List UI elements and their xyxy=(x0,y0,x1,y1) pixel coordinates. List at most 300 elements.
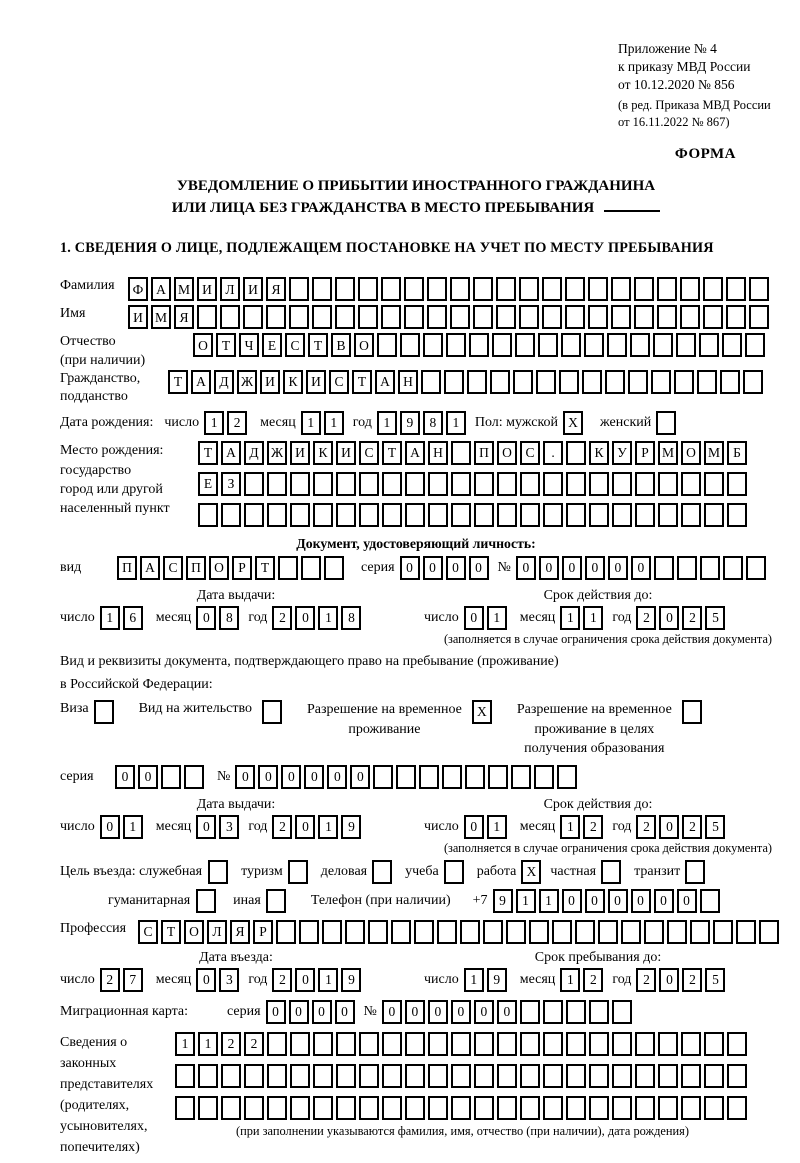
form-cell[interactable] xyxy=(704,1064,724,1088)
form-cell[interactable] xyxy=(313,1032,333,1056)
form-cell[interactable] xyxy=(658,1064,678,1088)
form-cell[interactable]: 0 xyxy=(327,765,347,789)
form-cell[interactable] xyxy=(301,556,321,580)
form-cell[interactable] xyxy=(244,1096,264,1120)
form-cell[interactable] xyxy=(727,1064,747,1088)
form-cell[interactable] xyxy=(749,305,769,329)
form-cell[interactable] xyxy=(243,305,263,329)
form-cell[interactable] xyxy=(676,333,696,357)
form-cell[interactable]: Т xyxy=(255,556,275,580)
form-cell[interactable] xyxy=(290,503,310,527)
form-cell[interactable] xyxy=(520,1096,540,1120)
form-cell[interactable]: О xyxy=(354,333,374,357)
form-cell[interactable] xyxy=(699,333,719,357)
form-cell[interactable] xyxy=(520,1000,540,1024)
form-cell[interactable] xyxy=(382,1032,402,1056)
form-cell[interactable]: А xyxy=(375,370,395,394)
form-cell[interactable] xyxy=(589,1000,609,1024)
form-cell[interactable]: М xyxy=(658,441,678,465)
form-cell[interactable] xyxy=(704,1096,724,1120)
form-cell[interactable]: 0 xyxy=(196,606,216,630)
form-cell[interactable] xyxy=(496,277,516,301)
form-cell[interactable] xyxy=(414,920,434,944)
form-cell[interactable] xyxy=(473,305,493,329)
form-cell[interactable] xyxy=(288,860,308,884)
form-cell[interactable] xyxy=(612,1000,632,1024)
form-cell[interactable] xyxy=(405,1096,425,1120)
form-cell[interactable] xyxy=(368,920,388,944)
form-cell[interactable]: И xyxy=(336,441,356,465)
form-cell[interactable] xyxy=(336,1096,356,1120)
form-cell[interactable] xyxy=(373,765,393,789)
form-cell[interactable] xyxy=(175,1064,195,1088)
form-cell[interactable] xyxy=(635,1064,655,1088)
form-cell[interactable] xyxy=(404,305,424,329)
form-cell[interactable]: С xyxy=(520,441,540,465)
form-cell[interactable] xyxy=(405,1032,425,1056)
form-cell[interactable]: 1 xyxy=(198,1032,218,1056)
form-cell[interactable]: 0 xyxy=(423,556,443,580)
form-cell[interactable] xyxy=(267,1096,287,1120)
form-cell[interactable] xyxy=(566,1032,586,1056)
form-cell[interactable]: 3 xyxy=(219,968,239,992)
form-cell[interactable] xyxy=(743,370,763,394)
form-cell[interactable] xyxy=(313,1064,333,1088)
form-cell[interactable]: К xyxy=(283,370,303,394)
form-cell[interactable] xyxy=(700,889,720,913)
form-cell[interactable] xyxy=(198,503,218,527)
form-cell[interactable] xyxy=(727,1032,747,1056)
form-cell[interactable] xyxy=(267,503,287,527)
form-cell[interactable]: И xyxy=(306,370,326,394)
form-cell[interactable] xyxy=(467,370,487,394)
form-cell[interactable] xyxy=(534,765,554,789)
form-cell[interactable] xyxy=(474,1032,494,1056)
form-cell[interactable] xyxy=(598,920,618,944)
form-cell[interactable] xyxy=(720,370,740,394)
form-cell[interactable] xyxy=(377,333,397,357)
form-cell[interactable] xyxy=(674,370,694,394)
form-cell[interactable] xyxy=(681,472,701,496)
form-cell[interactable] xyxy=(267,1064,287,1088)
form-cell[interactable] xyxy=(336,1032,356,1056)
form-cell[interactable] xyxy=(220,305,240,329)
form-cell[interactable] xyxy=(289,277,309,301)
form-cell[interactable]: 1 xyxy=(560,606,580,630)
form-cell[interactable]: 2 xyxy=(583,968,603,992)
form-cell[interactable] xyxy=(703,305,723,329)
form-cell[interactable]: 9 xyxy=(341,968,361,992)
form-cell[interactable] xyxy=(359,1032,379,1056)
form-cell[interactable] xyxy=(543,1064,563,1088)
form-cell[interactable] xyxy=(483,920,503,944)
form-cell[interactable]: 2 xyxy=(636,815,656,839)
form-cell[interactable] xyxy=(658,472,678,496)
form-cell[interactable]: X xyxy=(563,411,583,435)
form-cell[interactable] xyxy=(601,860,621,884)
form-cell[interactable] xyxy=(519,305,539,329)
form-cell[interactable]: 0 xyxy=(497,1000,517,1024)
form-cell[interactable]: С xyxy=(359,441,379,465)
form-cell[interactable]: Б xyxy=(727,441,747,465)
form-cell[interactable] xyxy=(345,920,365,944)
form-cell[interactable]: 9 xyxy=(341,815,361,839)
form-cell[interactable]: 0 xyxy=(562,889,582,913)
form-cell[interactable] xyxy=(382,1064,402,1088)
form-cell[interactable] xyxy=(745,333,765,357)
form-cell[interactable] xyxy=(196,889,216,913)
form-cell[interactable] xyxy=(221,503,241,527)
form-cell[interactable] xyxy=(488,765,508,789)
form-cell[interactable] xyxy=(419,765,439,789)
form-cell[interactable] xyxy=(634,277,654,301)
form-cell[interactable] xyxy=(497,1032,517,1056)
form-cell[interactable] xyxy=(324,556,344,580)
form-cell[interactable] xyxy=(427,305,447,329)
form-cell[interactable] xyxy=(565,305,585,329)
form-cell[interactable] xyxy=(635,1096,655,1120)
form-cell[interactable]: К xyxy=(313,441,333,465)
form-cell[interactable]: 1 xyxy=(446,411,466,435)
form-cell[interactable]: 0 xyxy=(516,556,536,580)
form-cell[interactable] xyxy=(612,1032,632,1056)
form-cell[interactable] xyxy=(657,277,677,301)
form-cell[interactable] xyxy=(538,333,558,357)
form-cell[interactable]: С xyxy=(163,556,183,580)
form-cell[interactable] xyxy=(559,370,579,394)
form-cell[interactable] xyxy=(566,1000,586,1024)
form-cell[interactable] xyxy=(589,472,609,496)
form-cell[interactable]: 0 xyxy=(464,815,484,839)
form-cell[interactable]: 0 xyxy=(382,1000,402,1024)
form-cell[interactable] xyxy=(497,472,517,496)
form-cell[interactable] xyxy=(391,920,411,944)
form-cell[interactable]: Я xyxy=(174,305,194,329)
form-cell[interactable] xyxy=(681,1032,701,1056)
form-cell[interactable]: 0 xyxy=(446,556,466,580)
form-cell[interactable]: 9 xyxy=(400,411,420,435)
form-cell[interactable] xyxy=(520,503,540,527)
form-cell[interactable]: . xyxy=(543,441,563,465)
form-cell[interactable] xyxy=(358,277,378,301)
form-cell[interactable]: 5 xyxy=(705,815,725,839)
form-cell[interactable] xyxy=(656,411,676,435)
form-cell[interactable] xyxy=(221,1096,241,1120)
form-cell[interactable]: 0 xyxy=(289,1000,309,1024)
form-cell[interactable] xyxy=(299,920,319,944)
form-cell[interactable] xyxy=(677,556,697,580)
form-cell[interactable] xyxy=(566,472,586,496)
form-cell[interactable] xyxy=(198,1064,218,1088)
form-cell[interactable]: 0 xyxy=(138,765,158,789)
form-cell[interactable]: 1 xyxy=(324,411,344,435)
form-cell[interactable] xyxy=(451,1064,471,1088)
form-cell[interactable]: 1 xyxy=(464,968,484,992)
form-cell[interactable]: 1 xyxy=(487,606,507,630)
form-cell[interactable] xyxy=(382,1096,402,1120)
form-cell[interactable] xyxy=(519,277,539,301)
form-cell[interactable] xyxy=(451,1032,471,1056)
form-cell[interactable]: 2 xyxy=(272,606,292,630)
form-cell[interactable] xyxy=(405,1064,425,1088)
form-cell[interactable] xyxy=(497,503,517,527)
form-cell[interactable]: 9 xyxy=(493,889,513,913)
form-cell[interactable] xyxy=(607,333,627,357)
form-cell[interactable] xyxy=(726,277,746,301)
form-cell[interactable] xyxy=(94,700,114,724)
form-cell[interactable]: 1 xyxy=(377,411,397,435)
form-cell[interactable]: И xyxy=(290,441,310,465)
form-cell[interactable]: 0 xyxy=(469,556,489,580)
form-cell[interactable] xyxy=(630,333,650,357)
form-cell[interactable]: Т xyxy=(352,370,372,394)
form-cell[interactable]: 2 xyxy=(100,968,120,992)
form-cell[interactable]: 0 xyxy=(659,606,679,630)
form-cell[interactable] xyxy=(552,920,572,944)
form-cell[interactable] xyxy=(267,472,287,496)
form-cell[interactable]: П xyxy=(186,556,206,580)
form-cell[interactable] xyxy=(437,920,457,944)
form-cell[interactable]: 0 xyxy=(608,556,628,580)
form-cell[interactable] xyxy=(381,305,401,329)
form-cell[interactable] xyxy=(736,920,756,944)
form-cell[interactable] xyxy=(566,503,586,527)
form-cell[interactable]: А xyxy=(151,277,171,301)
form-cell[interactable]: 0 xyxy=(539,556,559,580)
form-cell[interactable]: О xyxy=(209,556,229,580)
form-cell[interactable]: Я xyxy=(230,920,250,944)
form-cell[interactable] xyxy=(611,305,631,329)
form-cell[interactable]: 7 xyxy=(123,968,143,992)
form-cell[interactable]: А xyxy=(221,441,241,465)
form-cell[interactable] xyxy=(700,556,720,580)
form-cell[interactable] xyxy=(359,1064,379,1088)
form-cell[interactable] xyxy=(543,503,563,527)
form-cell[interactable]: 0 xyxy=(659,815,679,839)
form-cell[interactable] xyxy=(381,277,401,301)
form-cell[interactable]: 0 xyxy=(196,968,216,992)
form-cell[interactable]: Е xyxy=(262,333,282,357)
form-cell[interactable] xyxy=(588,305,608,329)
form-cell[interactable]: 0 xyxy=(464,606,484,630)
form-cell[interactable] xyxy=(704,503,724,527)
form-cell[interactable]: Ж xyxy=(237,370,257,394)
form-cell[interactable]: 2 xyxy=(682,968,702,992)
form-cell[interactable] xyxy=(405,472,425,496)
form-cell[interactable]: 0 xyxy=(677,889,697,913)
form-cell[interactable] xyxy=(511,765,531,789)
form-cell[interactable]: Я xyxy=(266,277,286,301)
form-cell[interactable]: Е xyxy=(198,472,218,496)
form-cell[interactable] xyxy=(267,1032,287,1056)
form-cell[interactable] xyxy=(529,920,549,944)
form-cell[interactable] xyxy=(685,860,705,884)
form-cell[interactable] xyxy=(460,920,480,944)
form-cell[interactable]: Л xyxy=(220,277,240,301)
form-cell[interactable] xyxy=(450,277,470,301)
form-cell[interactable] xyxy=(335,277,355,301)
form-cell[interactable]: О xyxy=(681,441,701,465)
form-cell[interactable]: Р xyxy=(253,920,273,944)
form-cell[interactable] xyxy=(506,920,526,944)
form-cell[interactable] xyxy=(290,1096,310,1120)
form-cell[interactable] xyxy=(404,277,424,301)
form-cell[interactable] xyxy=(513,370,533,394)
form-cell[interactable] xyxy=(635,472,655,496)
form-cell[interactable]: Р xyxy=(635,441,655,465)
form-cell[interactable] xyxy=(727,472,747,496)
form-cell[interactable]: 0 xyxy=(659,968,679,992)
form-cell[interactable] xyxy=(423,333,443,357)
form-cell[interactable] xyxy=(658,503,678,527)
form-cell[interactable]: Ч xyxy=(239,333,259,357)
form-cell[interactable]: Т xyxy=(216,333,236,357)
form-cell[interactable] xyxy=(658,1032,678,1056)
form-cell[interactable] xyxy=(473,277,493,301)
form-cell[interactable]: 5 xyxy=(705,968,725,992)
form-cell[interactable] xyxy=(312,277,332,301)
form-cell[interactable] xyxy=(444,370,464,394)
form-cell[interactable] xyxy=(336,503,356,527)
form-cell[interactable]: Л xyxy=(207,920,227,944)
form-cell[interactable] xyxy=(727,503,747,527)
form-cell[interactable] xyxy=(405,503,425,527)
form-cell[interactable]: Т xyxy=(198,441,218,465)
form-cell[interactable] xyxy=(427,277,447,301)
form-cell[interactable] xyxy=(490,370,510,394)
form-cell[interactable]: А xyxy=(405,441,425,465)
form-cell[interactable]: 2 xyxy=(682,606,702,630)
form-cell[interactable]: 0 xyxy=(474,1000,494,1024)
form-cell[interactable]: 2 xyxy=(244,1032,264,1056)
form-cell[interactable]: 2 xyxy=(583,815,603,839)
form-cell[interactable]: 0 xyxy=(654,889,674,913)
form-cell[interactable]: М xyxy=(174,277,194,301)
form-cell[interactable] xyxy=(723,556,743,580)
form-cell[interactable] xyxy=(313,503,333,527)
form-cell[interactable]: О xyxy=(193,333,213,357)
form-cell[interactable] xyxy=(322,920,342,944)
form-cell[interactable]: 0 xyxy=(631,889,651,913)
form-cell[interactable] xyxy=(612,472,632,496)
form-cell[interactable] xyxy=(621,920,641,944)
form-cell[interactable] xyxy=(667,920,687,944)
form-cell[interactable]: 0 xyxy=(295,815,315,839)
form-cell[interactable] xyxy=(653,333,673,357)
form-cell[interactable] xyxy=(496,305,516,329)
form-cell[interactable] xyxy=(681,503,701,527)
form-cell[interactable]: С xyxy=(138,920,158,944)
form-cell[interactable]: 1 xyxy=(516,889,536,913)
form-cell[interactable]: X xyxy=(472,700,492,724)
form-cell[interactable] xyxy=(474,472,494,496)
form-cell[interactable]: П xyxy=(474,441,494,465)
form-cell[interactable]: О xyxy=(497,441,517,465)
form-cell[interactable]: 1 xyxy=(487,815,507,839)
form-cell[interactable] xyxy=(690,920,710,944)
form-cell[interactable] xyxy=(208,860,228,884)
form-cell[interactable]: М xyxy=(704,441,724,465)
form-cell[interactable]: 1 xyxy=(539,889,559,913)
form-cell[interactable] xyxy=(221,1064,241,1088)
form-cell[interactable] xyxy=(421,370,441,394)
form-cell[interactable]: Т xyxy=(308,333,328,357)
form-cell[interactable] xyxy=(584,333,604,357)
form-cell[interactable] xyxy=(474,1096,494,1120)
form-cell[interactable]: 1 xyxy=(560,815,580,839)
form-cell[interactable] xyxy=(589,1064,609,1088)
form-cell[interactable] xyxy=(612,1096,632,1120)
form-cell[interactable]: 1 xyxy=(318,815,338,839)
form-cell[interactable] xyxy=(520,472,540,496)
form-cell[interactable]: С xyxy=(329,370,349,394)
form-cell[interactable] xyxy=(465,765,485,789)
form-cell[interactable] xyxy=(651,370,671,394)
form-cell[interactable] xyxy=(451,1096,471,1120)
form-cell[interactable] xyxy=(428,1096,448,1120)
form-cell[interactable] xyxy=(681,1096,701,1120)
form-cell[interactable]: 0 xyxy=(585,556,605,580)
form-cell[interactable]: 0 xyxy=(631,556,651,580)
form-cell[interactable] xyxy=(444,860,464,884)
form-cell[interactable] xyxy=(520,1032,540,1056)
form-cell[interactable]: Р xyxy=(232,556,252,580)
form-cell[interactable]: 0 xyxy=(100,815,120,839)
form-cell[interactable] xyxy=(543,472,563,496)
form-cell[interactable]: 0 xyxy=(335,1000,355,1024)
form-cell[interactable] xyxy=(566,1064,586,1088)
form-cell[interactable]: 1 xyxy=(318,606,338,630)
form-cell[interactable]: 0 xyxy=(451,1000,471,1024)
form-cell[interactable]: 0 xyxy=(350,765,370,789)
form-cell[interactable] xyxy=(681,1064,701,1088)
form-cell[interactable]: 0 xyxy=(312,1000,332,1024)
form-cell[interactable] xyxy=(644,920,664,944)
form-cell[interactable] xyxy=(359,1096,379,1120)
form-cell[interactable] xyxy=(635,1032,655,1056)
form-cell[interactable] xyxy=(266,305,286,329)
form-cell[interactable]: 8 xyxy=(341,606,361,630)
form-cell[interactable] xyxy=(543,1032,563,1056)
form-cell[interactable]: Н xyxy=(428,441,448,465)
form-cell[interactable] xyxy=(680,277,700,301)
form-cell[interactable]: Т xyxy=(161,920,181,944)
form-cell[interactable] xyxy=(313,1096,333,1120)
form-cell[interactable] xyxy=(543,1096,563,1120)
form-cell[interactable]: 0 xyxy=(258,765,278,789)
form-cell[interactable] xyxy=(451,503,471,527)
form-cell[interactable] xyxy=(290,1064,310,1088)
form-cell[interactable]: 2 xyxy=(682,815,702,839)
form-cell[interactable]: 2 xyxy=(272,815,292,839)
form-cell[interactable] xyxy=(289,305,309,329)
form-cell[interactable] xyxy=(722,333,742,357)
form-cell[interactable] xyxy=(704,1032,724,1056)
form-cell[interactable]: 2 xyxy=(636,606,656,630)
form-cell[interactable]: Д xyxy=(244,441,264,465)
form-cell[interactable] xyxy=(451,441,471,465)
form-cell[interactable] xyxy=(474,503,494,527)
form-cell[interactable]: 0 xyxy=(281,765,301,789)
form-cell[interactable]: У xyxy=(612,441,632,465)
form-cell[interactable]: 2 xyxy=(221,1032,241,1056)
form-cell[interactable] xyxy=(335,305,355,329)
form-cell[interactable]: П xyxy=(117,556,137,580)
form-cell[interactable] xyxy=(400,333,420,357)
form-cell[interactable]: 2 xyxy=(272,968,292,992)
form-cell[interactable] xyxy=(588,277,608,301)
form-cell[interactable] xyxy=(628,370,648,394)
